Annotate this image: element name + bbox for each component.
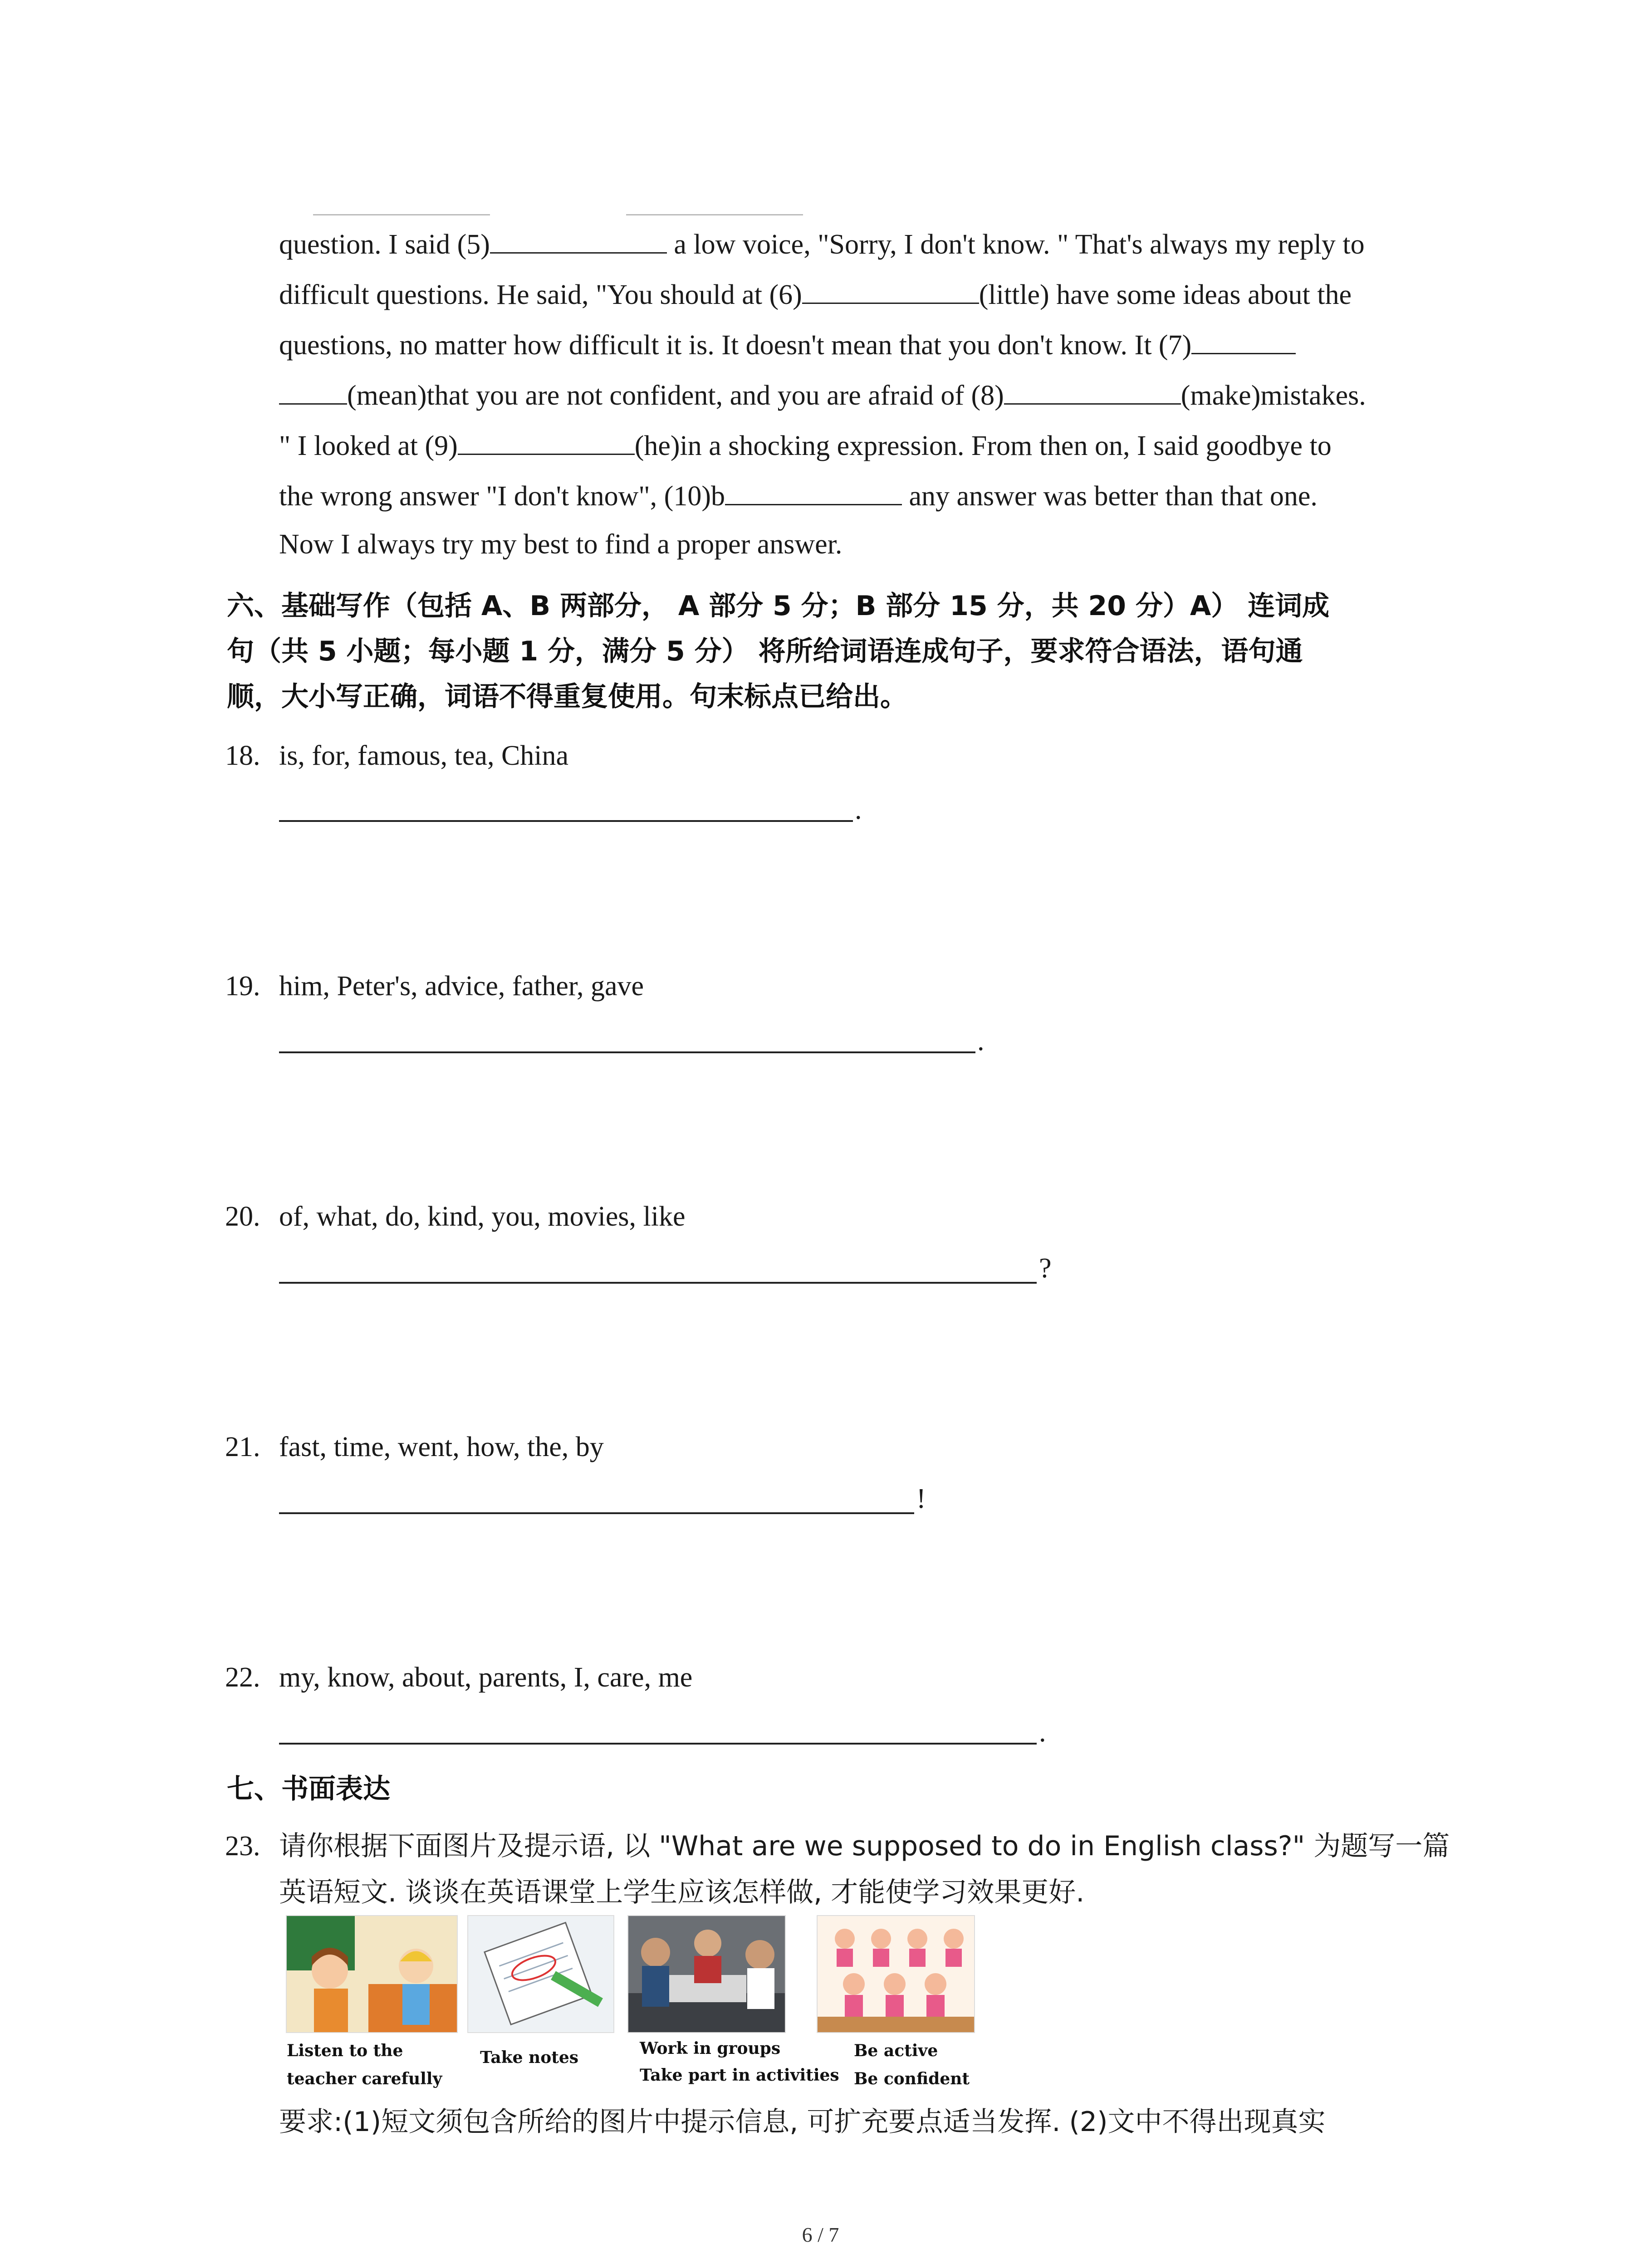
passage-line-1: question. I said (5) a low voice, "Sorry, I don't know. " That's always my reply to xyxy=(279,226,1365,263)
question-20-words: of, what, do, kind, you, movies, like xyxy=(279,1201,686,1232)
passage-line-4: (mean)that you are not confident, and you are afraid of (8) (make)mistakes. xyxy=(279,377,1366,414)
group-work-photo-icon xyxy=(628,1916,785,2032)
picture-work-in-groups xyxy=(627,1915,786,2033)
section-6-heading-line-2: 句（共 5 小题；每小题 1 分，满分 5 分） 将所给词语连成句子，要求符合语法，语句通 xyxy=(227,635,1303,667)
question-18-number: 18. xyxy=(225,740,260,771)
question-18-words: is, for, famous, tea, China xyxy=(279,740,569,771)
question-23-number: 23. xyxy=(225,1831,260,1862)
passage-line-5: " I looked at (9) (he)in a shocking expression. From then on, I said goodbye to xyxy=(279,427,1332,464)
top-rule-right xyxy=(626,214,803,215)
blank-5[interactable] xyxy=(490,226,667,254)
question-20-end-mark: ? xyxy=(1039,1253,1052,1284)
answer-line-18[interactable] xyxy=(279,820,853,822)
question-19-end-mark: . xyxy=(977,1026,985,1056)
caption-take-notes: Take notes xyxy=(480,2048,579,2067)
question-21-words: fast, time, went, how, the, by xyxy=(279,1432,604,1462)
answer-line-22[interactable] xyxy=(279,1743,1037,1745)
caption-work-line-2: Take part in activities xyxy=(640,2066,839,2085)
answer-line-19[interactable] xyxy=(279,1051,975,1053)
blank-9[interactable] xyxy=(458,427,635,455)
question-18-end-mark: . xyxy=(855,794,862,825)
blank-7b[interactable] xyxy=(279,377,347,405)
question-21-number: 21. xyxy=(225,1432,260,1462)
question-22-number: 22. xyxy=(225,1662,260,1693)
caption-active-line-2: Be confident xyxy=(854,2069,970,2088)
passage-line-3: questions, no matter how difficult it is. It doesn't mean that you don't know. It (7) xyxy=(279,327,1296,363)
question-19-number: 19. xyxy=(225,971,260,1002)
page-number: 6 / 7 xyxy=(802,2223,839,2246)
passage-line-7: Now I always try my best to find a proper answer. xyxy=(279,529,843,560)
blank-6[interactable] xyxy=(802,276,979,304)
question-23-prompt-line-1: 请你根据下面图片及提示语, 以 "What are we supposed to do in English class?" 为题写一篇 xyxy=(279,1830,1450,1862)
top-rule-left xyxy=(313,214,490,215)
section-6-heading-line-3: 顺，大小写正确，词语不得重复使用。句末标点已给出。 xyxy=(227,681,907,713)
section-6-heading-line-1: 六、基础写作（包括 A、B 两部分， A 部分 5 分；B 部分 15 分，共 20 分）A） 连词成 xyxy=(227,590,1330,622)
caption-work-line-1: Work in groups xyxy=(640,2039,781,2058)
passage-line-2: difficult questions. He said, "You should at (6) (little) have some ideas about the xyxy=(279,276,1352,313)
passage-line-6: the wrong answer "I don't know", (10)b any answer was better than that one. xyxy=(279,478,1318,514)
question-22-end-mark: . xyxy=(1039,1717,1046,1748)
notebook-pen-icon xyxy=(468,1916,613,2032)
teacher-illustration-icon xyxy=(287,1916,457,2032)
picture-be-active xyxy=(817,1915,975,2033)
blank-8[interactable] xyxy=(1004,377,1181,405)
blank-7a[interactable] xyxy=(1191,327,1296,354)
question-23-requirement: 要求:(1)短文须包含所给的图片中提示信息, 可扩充要点适当发挥. (2)文中不得出现真实 xyxy=(279,2106,1326,2138)
section-7-heading: 七、书面表达 xyxy=(227,1773,390,1805)
question-22-words: my, know, about, parents, I, care, me xyxy=(279,1662,693,1693)
answer-line-20[interactable] xyxy=(279,1282,1037,1284)
caption-listen-line-2: teacher carefully xyxy=(287,2069,442,2088)
picture-listen-to-teacher xyxy=(286,1915,458,2033)
answer-line-21[interactable] xyxy=(279,1512,914,1514)
picture-take-notes xyxy=(467,1915,614,2033)
blank-10[interactable] xyxy=(725,478,902,505)
question-21-end-mark: ! xyxy=(916,1483,926,1514)
caption-listen-line-1: Listen to the xyxy=(287,2041,403,2060)
caption-active-line-1: Be active xyxy=(854,2041,938,2060)
raising-hands-icon xyxy=(818,1916,974,2032)
question-19-words: him, Peter's, advice, father, gave xyxy=(279,971,644,1002)
question-20-number: 20. xyxy=(225,1201,260,1232)
question-23-prompt-line-2: 英语短文. 谈谈在英语课堂上学生应该怎样做, 才能使学习效果更好. xyxy=(279,1877,1085,1908)
